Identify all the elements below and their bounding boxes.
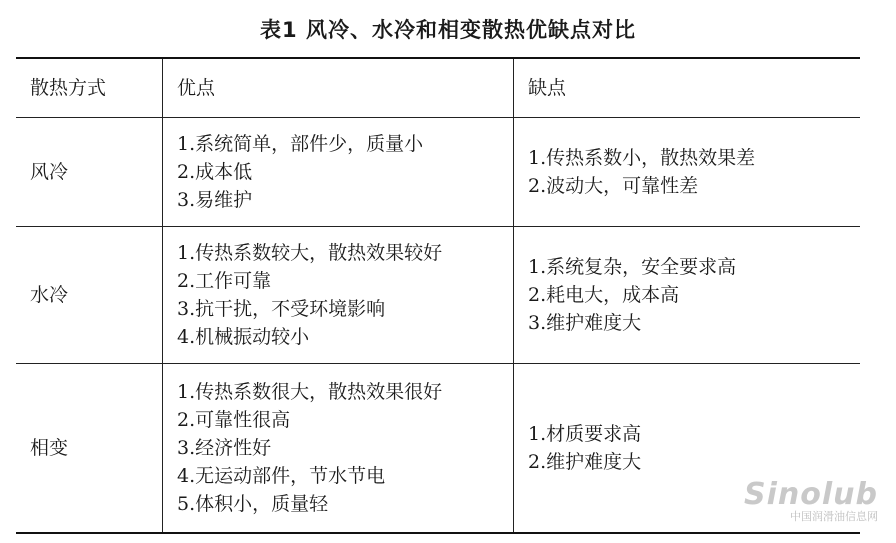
pros-item: 2.可靠性很高 — [177, 409, 291, 431]
pros-cell — [163, 227, 514, 364]
method-cell: 相变 — [16, 364, 163, 534]
method-cell: 风冷 — [16, 118, 163, 227]
pros-item: 4.无运动部件，节水节电 — [177, 465, 386, 487]
cons-item: 1.材质要求高 — [528, 423, 642, 445]
cons-cell — [514, 118, 861, 227]
watermark-text: 中国润滑油信息网 — [790, 510, 878, 523]
pros-item: 2.工作可靠 — [177, 270, 272, 292]
header-cons: 缺点 — [514, 58, 861, 118]
pros-item: 1.传热系数很大，散热效果很好 — [177, 381, 443, 403]
cons-item: 3.维护难度大 — [528, 312, 642, 334]
header-method: 散热方式 — [16, 58, 163, 118]
header-pros: 优点 — [163, 58, 514, 118]
pros-item: 5.体积小，质量轻 — [177, 493, 329, 515]
method-cell: 水冷 — [16, 227, 163, 364]
pros-item: 3.经济性好 — [177, 437, 272, 459]
watermark-logo: Sinolub — [744, 477, 878, 512]
pros-item: 1.传热系数较大，散热效果较好 — [177, 242, 443, 264]
pros-item: 2.成本低 — [177, 161, 253, 183]
cons-item: 2.维护难度大 — [528, 451, 642, 473]
table-row — [16, 227, 860, 364]
pros-item: 1.系统简单，部件少，质量小 — [177, 133, 424, 155]
cons-item: 1.传热系数小，散热效果差 — [528, 147, 756, 169]
pros-cell — [163, 118, 514, 227]
table-row — [16, 118, 860, 227]
table-header-row — [16, 58, 860, 118]
cons-item: 1.系统复杂，安全要求高 — [528, 256, 737, 278]
pros-item: 4.机械振动较小 — [177, 326, 310, 348]
cons-item: 2.耗电大，成本高 — [528, 284, 680, 306]
cons-item: 2.波动大，可靠性差 — [528, 175, 699, 197]
pros-item: 3.抗干扰，不受环境影响 — [177, 298, 386, 320]
pros-cell — [163, 364, 514, 534]
comparison-table — [16, 57, 860, 534]
pros-item: 3.易维护 — [177, 189, 253, 211]
table-title: 表1 风冷、水冷和相变散热优缺点对比 — [260, 18, 636, 42]
watermark — [728, 477, 878, 537]
cons-cell — [514, 227, 861, 364]
